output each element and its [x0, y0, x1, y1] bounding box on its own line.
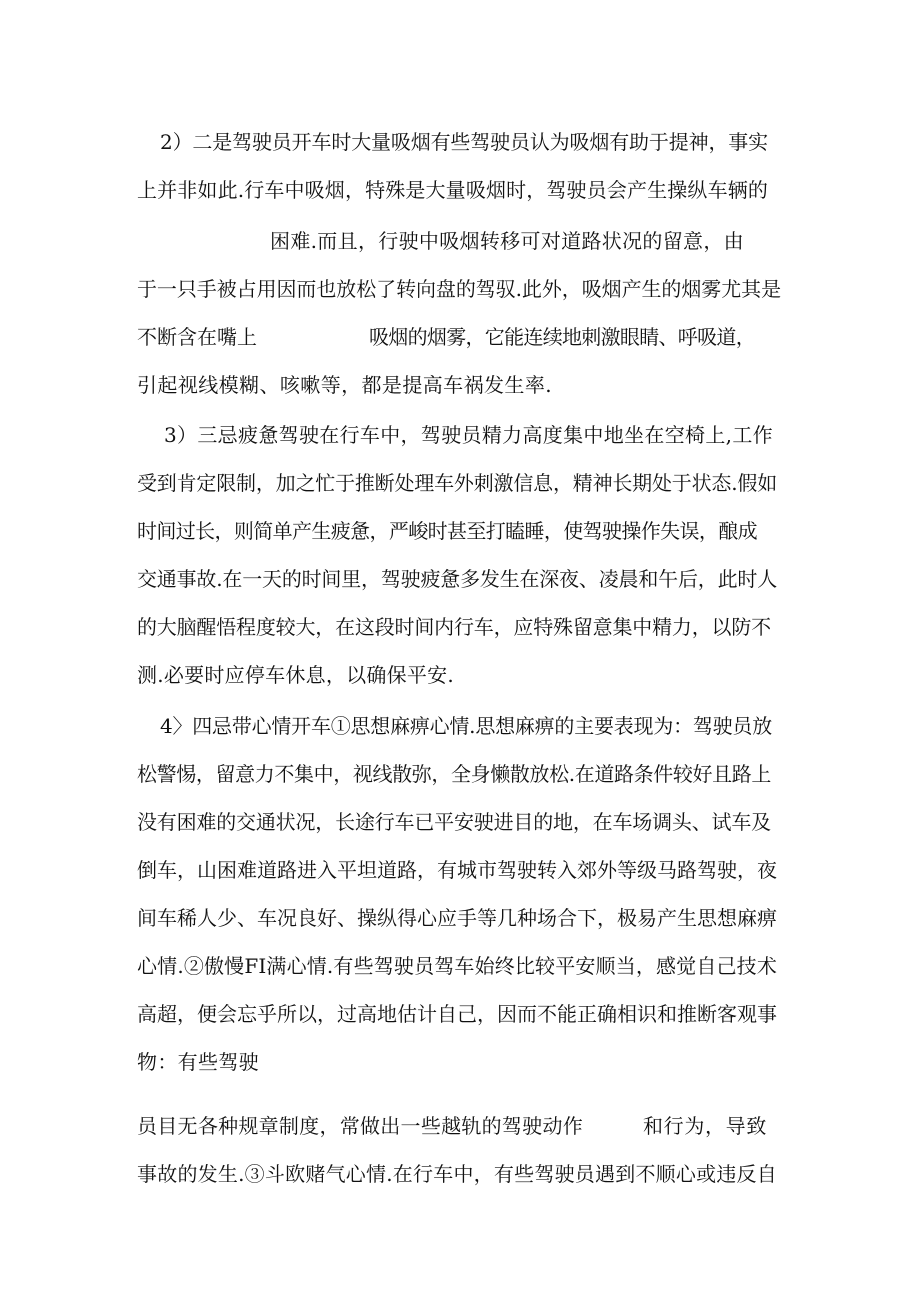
- text-line: 时间过长，则简单产生疲惫，严峻时甚至打瞌睡，使驾驶操作失误，酿成: [137, 519, 757, 543]
- text-line: 困难.而且，行驶中吸烟转移可对道路状况的留意，由: [270, 229, 744, 253]
- text-line: 吸烟的烟雾，它能连续地刺激眼睛、呼吸道，: [369, 325, 755, 349]
- text-line: 高超，便会忘乎所以，过高地估计自己，因而不能正确相识和推断客观事: [137, 1002, 777, 1026]
- text-line: 上并非如此.行车中吸烟，特殊是大量吸烟时，驾驶员会产生操纵车辆的: [137, 178, 768, 202]
- text-line: 4〉四忌带心情开车①思想麻痹心情.思想麻痹的主要表现为：驾驶员放: [160, 714, 772, 738]
- text-line: 测.必要时应停车休息，以确保平安.: [137, 663, 454, 687]
- text-line: 于一只手被占用因而也放松了转向盘的驾驭.此外，吸烟产生的烟雾尤其是: [137, 277, 781, 301]
- text-line: 的大脑醒悟程度较大，在这段时间内行车，应特殊留意集中精力，以防不: [137, 615, 771, 639]
- text-line: 3）三忌疲惫驾驶在行车中，驾驶员精力高度集中地坐在空椅上,工作: [164, 423, 773, 447]
- text-line: 2）二是驾驶员开车时大量吸烟有些驾驶员认为吸烟有助于提神，事实: [160, 130, 768, 154]
- text-line: 松警惕，留意力不集中，视线散弥，全身懒散放松.在道路条件较好且路上: [137, 762, 771, 786]
- text-line: 交通事故.在一天的时间里，驾驶疲惫多发生在深夜、凌晨和午后，此时人: [137, 567, 777, 591]
- text-line: 心情.②傲慢FI满心情.有些驾驶员驾车始终比较平安顺当，感觉自己技术: [137, 954, 777, 978]
- text-line: 倒车，山困难道路进入平坦道路，有城市驾驶转入郊外等级马路驾驶，夜: [137, 858, 777, 882]
- text-line: 不断含在嘴上: [137, 325, 257, 349]
- text-line: 和行为，导致: [643, 1114, 767, 1138]
- text-line: 间车稀人少、车况良好、操纵得心应手等几种场合下，极易产生思想麻痹: [137, 906, 777, 930]
- text-line: 物：有些驾驶: [137, 1050, 259, 1074]
- text-line: 没有困难的交通状况，长途行车已平安驶进目的地，在车场调头、试车及: [137, 810, 771, 834]
- text-line: 员目无各种规章制度，常做出一些越轨的驾驶动作: [137, 1114, 583, 1138]
- text-line: 引起视线模糊、咳嗽等，都是提高车祸发生率.: [137, 373, 552, 397]
- text-line: 受到肯定限制，加之忙于推断处理车外刺激信息，精神长期处于状态.假如: [137, 471, 777, 495]
- text-line: 事故的发生.③斗欧赌气心情.在行车中，有些驾驶员遇到不顺心或违反自: [137, 1162, 777, 1186]
